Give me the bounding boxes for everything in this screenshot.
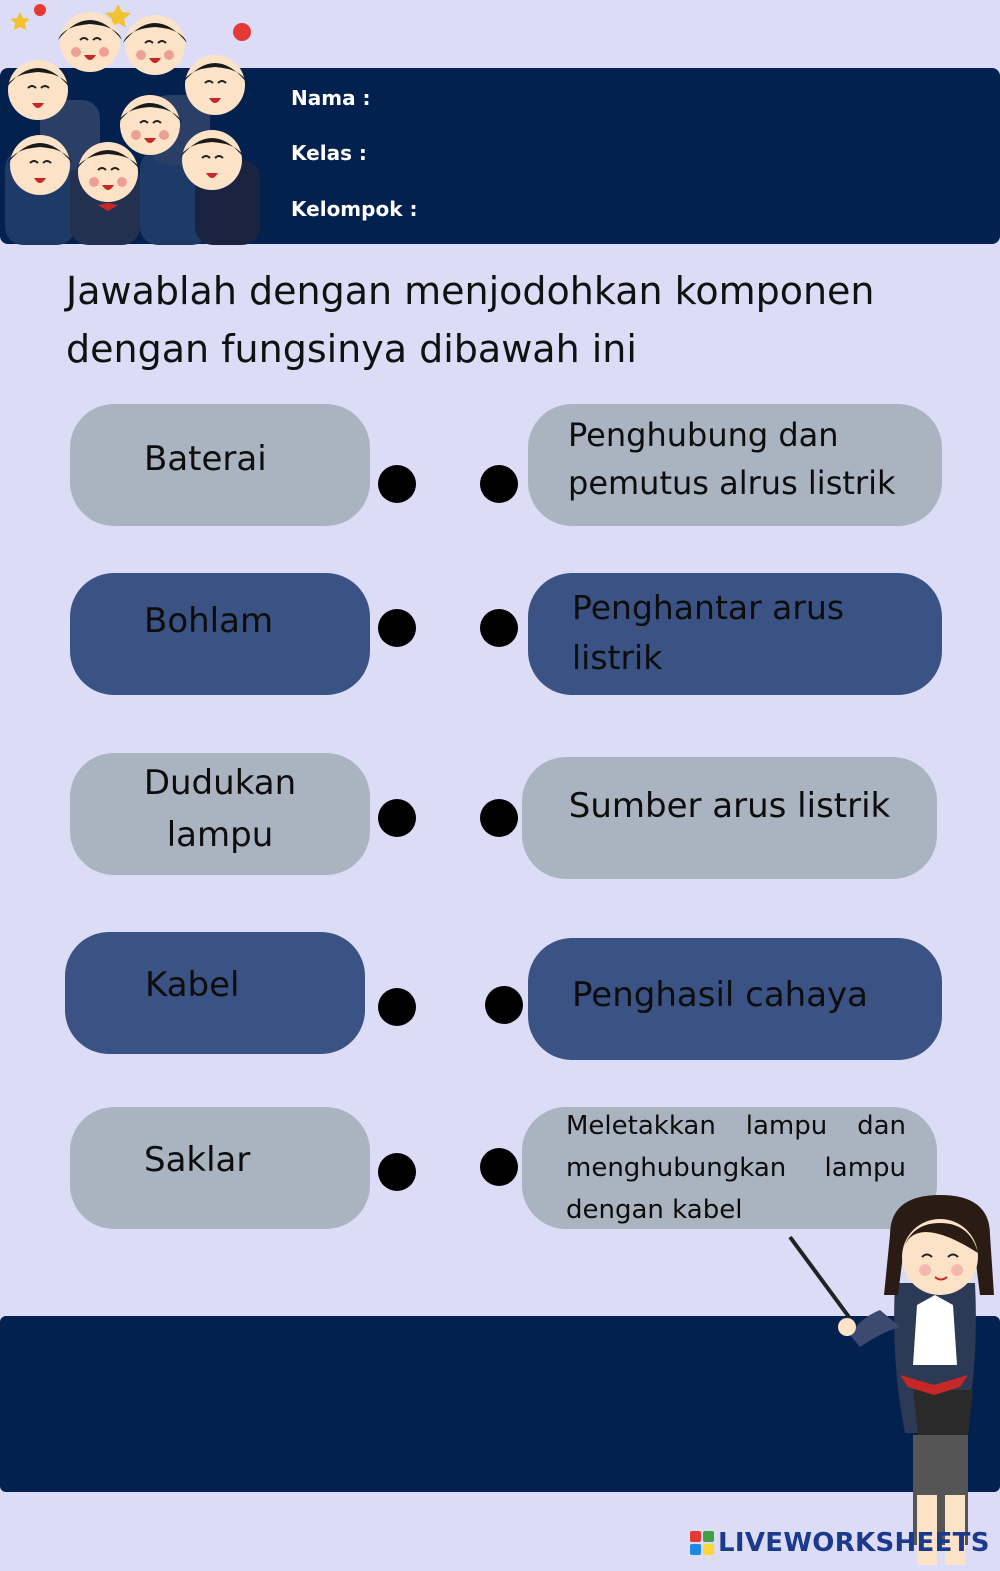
function-label: Penghubung dan pemutus alrus listrik (568, 416, 896, 502)
liveworksheets-logo-icon (690, 1531, 714, 1555)
function-label: Penghantar arus listrik (572, 588, 845, 677)
function-label: Sumber arus listrik (568, 786, 891, 826)
brand-name: LIVEWORKSHEETS (718, 1528, 990, 1558)
component-baterai (70, 404, 370, 526)
component-dudukan-lampu (70, 753, 370, 875)
component-bohlam (70, 573, 370, 695)
function-dot-5[interactable] (480, 1148, 518, 1186)
function-label: Penghasil cahaya (572, 975, 869, 1015)
liveworksheets-brand (690, 1528, 990, 1558)
component-dot-3[interactable] (378, 799, 416, 837)
function-penghasil (528, 938, 942, 1060)
function-penghubung (528, 404, 942, 526)
component-label: Kabel (145, 965, 240, 1005)
function-dot-3[interactable] (480, 799, 518, 837)
component-dot-4[interactable] (378, 988, 416, 1026)
function-penghantar (528, 573, 942, 695)
class-label: Kelas : (291, 141, 367, 165)
component-kabel (65, 932, 365, 1054)
component-label: Dudukan lampu (143, 763, 297, 855)
teacher-illustration (785, 1195, 1000, 1571)
component-label: Saklar (144, 1140, 251, 1180)
component-saklar (70, 1107, 370, 1229)
component-dot-2[interactable] (378, 609, 416, 647)
instruction-text: Jawablah dengan menjodohkan komponen dengan fungsinya dibawah ini (66, 269, 875, 371)
component-label: Baterai (144, 439, 267, 479)
component-dot-5[interactable] (378, 1153, 416, 1191)
name-label: Nama : (291, 86, 371, 110)
function-label: Meletakkan lampu dan menghubungkan lampu dengan kabel (566, 1111, 906, 1225)
component-label: Bohlam (144, 601, 274, 641)
group-label: Kelompok : (291, 197, 418, 221)
function-dot-1[interactable] (480, 465, 518, 503)
function-dot-2[interactable] (480, 609, 518, 647)
function-dot-4[interactable] (485, 986, 523, 1024)
function-sumber (522, 757, 937, 879)
component-dot-1[interactable] (378, 465, 416, 503)
students-illustration (0, 0, 265, 245)
